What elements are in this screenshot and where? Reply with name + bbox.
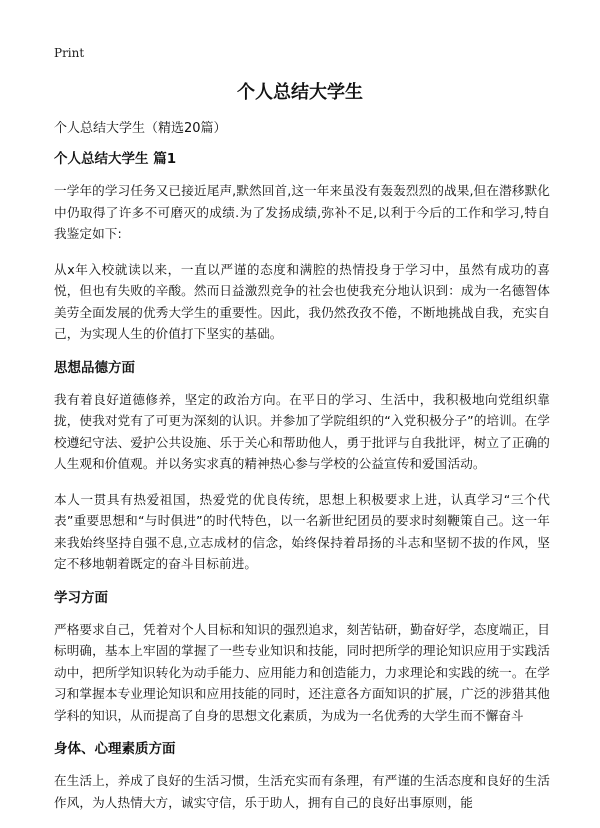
moral-paragraph-1: 我有着良好道德修养，坚定的政治方向。在平日的学习、生活中，我积极地向党组织靠拢，使我对党有了可更为深刻的认识。并参加了学院组织的“入党积极分子”的培训。在学校遵纪守法、爱护公共设施、乐于关心和帮助他人，勇于批评与自我批评，树立了正确的人生观和价值观。并以务实求真的精神热心参与学校的公益宣传和爱国活动。 bbox=[54, 391, 550, 471]
health-paragraph-1: 在生活上，养成了良好的生活习惯，生活充实而有条理，有严谨的生活态度和良好的生活作风，为人热情大方，诚实守信，乐于助人，拥有自己的良好出事原则，能 bbox=[54, 773, 550, 810]
print-label: Print bbox=[54, 46, 85, 60]
page-title: 个人总结大学生 bbox=[237, 82, 363, 103]
section-title: 个人总结大学生 篇1 bbox=[54, 151, 177, 167]
intro-paragraph: 一学年的学习任务又已接近尾声,默然回首,这一年来虽没有轰轰烈烈的战果,但在潜移默化中仍取得了许多不可磨灭的成绩.为了发扬成绩,弥补不足,以利于今后的工作和学习,特自我鉴定如下: bbox=[54, 183, 550, 241]
section-heading-health: 身体、心理素质方面 bbox=[54, 741, 176, 757]
document-subtitle: 个人总结大学生（精选20篇） bbox=[54, 121, 227, 136]
moral-paragraph-2: 本人一贯具有热爱祖国，热爱党的优良传统，思想上积极要求上进，认真学习“三个代表”重要思想和“与时俱进”的时代特色，以一名新世纪团员的要求时刻鞭策自己。这一年来我始终坚持自强不息,立志成材的信念，始终保持着昂扬的斗志和坚韧不拔的作风，坚定不移地朝着既定的奋斗目标前进。 bbox=[54, 491, 550, 571]
section-heading-moral: 思想品德方面 bbox=[54, 359, 135, 376]
document-body bbox=[54, 120, 550, 827]
study-paragraph-1: 严格要求自己，凭着对个人目标和知识的强烈追求，刻苦钻研，勤奋好学，态度端正，目标明确，基本上牢固的掌握了一些专业知识和技能，同时把所学的理论知识应用于实践活动中，把所学知识转化为动手能力、应用能力和创造能力，力求理论和实践的统一。在学习和掌握本专业理论知识和应用技能的同时，还注意各方面知识的扩展，广泛的涉猎其他学科的知识，从而提高了自身的思想文化素质，为成为一名优秀的大学生而不懈奋斗 bbox=[54, 621, 550, 723]
section-heading-study: 学习方面 bbox=[54, 589, 108, 606]
entry-paragraph: 从x年入校就读以来，一直以严谨的态度和满腔的热情投身于学习中，虽然有成功的喜悦，但也有失败的辛酸。然而日益激烈竞争的社会也使我充分地认识到：成为一名德智体美劳全面发展的优秀大学生的重要性。因此，我仍然孜孜不倦，不断地挑战自我，充实自己，为实现人生的价值打下坚实的基础。 bbox=[54, 261, 550, 341]
